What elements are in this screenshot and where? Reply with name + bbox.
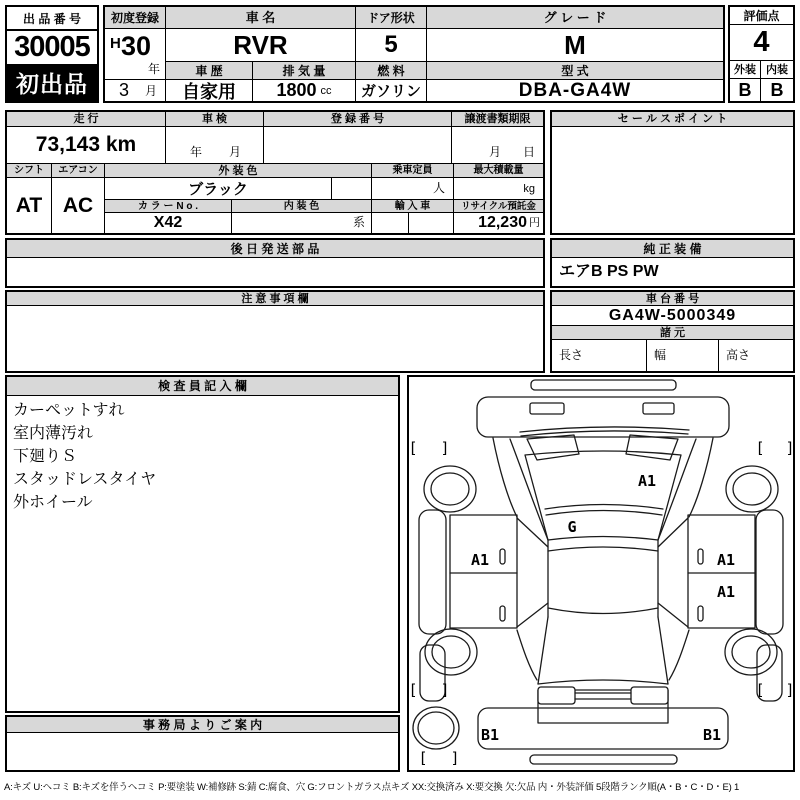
- damage-code-label: B1: [480, 726, 500, 744]
- first-reg-year-cell: [105, 29, 166, 80]
- lot-box: [5, 5, 99, 103]
- caution-box: [5, 290, 545, 373]
- chassis-value: GA4W-5000349: [552, 306, 793, 326]
- later-parts-body: [7, 258, 543, 286]
- interior-color-suffix: 系: [352, 215, 365, 229]
- exterior-grade-header: 外装: [730, 61, 761, 79]
- fuel-header: 燃 料: [356, 62, 427, 80]
- shift-value: AT: [7, 178, 52, 233]
- inspection-value-cell: [166, 127, 264, 164]
- damage-code-label: A1: [716, 551, 736, 569]
- shift-header: シフト: [7, 164, 52, 178]
- import-cell-left: [372, 213, 409, 233]
- first-reg-month: 3: [119, 80, 130, 100]
- displacement-unit: cc: [320, 84, 332, 97]
- inspector-note: 外ホイール: [13, 494, 93, 511]
- inspector-note: 下廻りＳ: [13, 448, 78, 465]
- inspector-note: カーペットすれ: [13, 402, 125, 419]
- score-box: [728, 5, 795, 103]
- corner-bracket: [: [755, 681, 765, 699]
- corner-bracket: ]: [785, 681, 795, 699]
- mileage-header: 走 行: [7, 112, 166, 127]
- model-code-value: DBA-GA4W: [518, 80, 632, 101]
- first-reg-era: H: [110, 35, 121, 52]
- history-value: 自家用: [166, 80, 253, 101]
- grade-value: M: [427, 29, 723, 62]
- damage-code-label: A1: [637, 472, 657, 490]
- first-reg-year-suffix: 年: [147, 62, 160, 76]
- sales-point-box: [550, 110, 795, 235]
- equipment-value: エアB PS PW: [559, 263, 659, 280]
- sales-point-body: [552, 127, 793, 233]
- top-grid-box: [103, 5, 725, 103]
- recycle-value-cell: [454, 213, 543, 233]
- corner-bracket: [: [408, 439, 418, 457]
- door-header: ドア形状: [356, 7, 427, 29]
- corner-bracket: ]: [450, 749, 460, 767]
- registration-value-cell: [264, 127, 452, 164]
- score-value: 4: [730, 25, 793, 61]
- damage-code-label: B1: [702, 726, 722, 744]
- history-header: 車 歴: [166, 62, 253, 80]
- max-load-value-cell: [454, 178, 543, 200]
- interior-color-value-cell: [232, 213, 372, 233]
- max-load-unit: kg: [523, 183, 535, 195]
- color-no-header: カ ラ ー N o .: [105, 200, 232, 213]
- caution-header: 注 意 事 項 欄: [7, 292, 543, 306]
- inspection-year-label: 年: [190, 145, 203, 159]
- fuel-value: ガソリン: [356, 80, 427, 101]
- grade-header: グ レ ー ド: [427, 7, 723, 29]
- interior-color-header: 内 装 色: [232, 200, 372, 213]
- office-body: [7, 733, 398, 770]
- chassis-header: 車 台 番 号: [552, 292, 793, 306]
- recycle-header: リサイクル預託金: [454, 200, 543, 213]
- lot-header: 出 品 番 号: [7, 7, 97, 31]
- spec-width-cell: 幅: [647, 340, 719, 371]
- main-table-box: [5, 110, 545, 235]
- displacement-header: 排 気 量: [253, 62, 356, 80]
- damage-code-label: G: [567, 518, 577, 536]
- corner-bracket: ]: [785, 439, 795, 457]
- score-header: 評価点: [730, 7, 793, 25]
- corner-bracket: ]: [440, 439, 450, 457]
- aircon-value: AC: [52, 178, 105, 233]
- office-header: 事 務 局 よ り ご 案 内: [7, 717, 398, 733]
- inspector-note: スタッドレスタイヤ: [13, 471, 157, 488]
- corner-bracket: [: [755, 439, 765, 457]
- first-reg-month-cell: [105, 80, 166, 101]
- damage-code-label: A1: [716, 583, 736, 601]
- corner-bracket: [: [418, 749, 428, 767]
- interior-grade-value: B: [770, 79, 784, 100]
- color-no-value: X42: [105, 213, 232, 233]
- later-parts-box: [5, 238, 545, 288]
- equipment-header: 純 正 装 備: [552, 240, 793, 258]
- exterior-color-header: 外 装 色: [105, 164, 372, 178]
- first-reg-era-year: 30: [121, 31, 152, 61]
- inspection-header: 車 検: [166, 112, 264, 127]
- inspector-box: [5, 375, 400, 713]
- car-name-header: 車 名: [166, 7, 356, 29]
- corner-bracket: ]: [440, 681, 450, 699]
- interior-grade-header: 内装: [761, 61, 793, 79]
- inspector-header: 検 査 員 記 入 欄: [7, 377, 398, 396]
- registration-header: 登 録 番 号: [264, 112, 452, 127]
- later-parts-header: 後 日 発 送 部 品: [7, 240, 543, 258]
- displacement-value-cell: [253, 80, 356, 101]
- capacity-header: 乗車定員: [372, 164, 454, 178]
- first-reg-month-suffix: 月: [144, 84, 157, 98]
- capacity-unit: 人: [432, 181, 445, 195]
- spec-height-cell: 高さ: [726, 348, 751, 362]
- mileage-value: 73,143 km: [7, 127, 166, 164]
- displacement-value: 1800: [276, 80, 317, 100]
- import-cell-right: [409, 213, 454, 233]
- inspector-note: 室内薄汚れ: [13, 425, 94, 442]
- sales-point-header: セ ー ル ス ポ イ ン ト: [552, 112, 793, 127]
- diagram-bracket-layer: [409, 377, 793, 770]
- capacity-value-cell: [372, 178, 454, 200]
- exterior-color-value: ブラック: [105, 178, 332, 200]
- model-code-header: 型 式: [427, 62, 723, 80]
- chassis-box: [550, 290, 795, 373]
- transfer-day-label: 日: [522, 145, 535, 159]
- exterior-grade-value: B: [730, 79, 761, 101]
- first-reg-header: 初度登録: [105, 7, 166, 29]
- office-box: [5, 715, 400, 772]
- car-name-value: RVR: [166, 29, 356, 62]
- door-value: 5: [356, 29, 427, 62]
- transfer-docs-header: 譲渡書類期限: [452, 112, 543, 127]
- lot-number: 30005: [14, 31, 90, 63]
- transfer-docs-value-cell: [452, 127, 543, 164]
- exterior-color-sub-cell: [332, 178, 372, 200]
- inspector-notes: [7, 396, 398, 711]
- caution-body: [7, 306, 543, 371]
- legend-line: A:キズ U:ヘコミ B:キズを伴うヘコミ P:要塗装 W:補修跡 S:錆 C:腐食、穴 G:フロントガラス点キズ XX:交換済み X:要交換 欠:欠品 内・外装評価 5段階ランク順(A・B・C・D・E) 1: [4, 782, 740, 793]
- spec-length-cell: 長さ: [552, 340, 647, 371]
- max-load-header: 最大積載量: [454, 164, 543, 178]
- damage-code-label: A1: [470, 551, 490, 569]
- inspection-month-label: 月: [228, 145, 241, 159]
- equipment-box: [550, 238, 795, 288]
- transfer-month-label: 月: [488, 145, 501, 159]
- recycle-value: 12,230: [478, 214, 527, 231]
- import-header: 輸 入 車: [372, 200, 454, 213]
- vehicle-diagram-box: [407, 375, 795, 772]
- aircon-header: エアコン: [52, 164, 105, 178]
- specs-header: 諸 元: [552, 326, 793, 340]
- first-listing-badge: 初出品: [7, 64, 97, 101]
- recycle-unit: 円: [529, 217, 540, 229]
- corner-bracket: [: [408, 681, 418, 699]
